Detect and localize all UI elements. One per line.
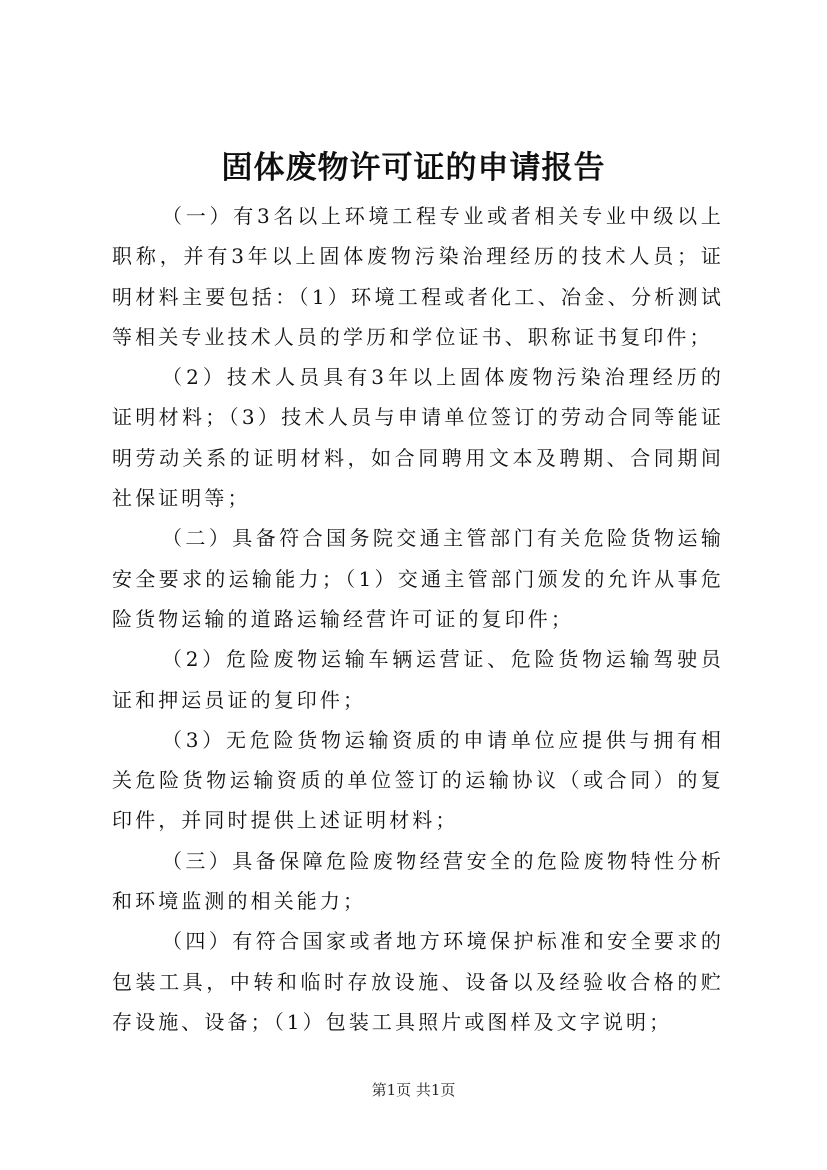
paragraph-5: （3）无危险货物运输资质的申请单位应提供与拥有相关危险货物运输资质的单位签订的运输协议（或合同）的复印件，并同时提供上述证明材料；	[112, 727, 724, 833]
paragraph-3: （二）具备符合国务院交通主管部门有关危险货物运输安全要求的运输能力；（1）交通主管部门颁发的允许从事危险货物运输的道路运输经营许可证的复印件；	[112, 526, 724, 631]
paragraph-2: （2）技术人员具有3年以上固体废物污染治理经历的证明材料；（3）技术人员与申请单位签订的劳动合同等能证明劳动关系的证明材料，如合同聘用文本及聘期、合同期间社保证明等；	[112, 365, 724, 511]
page-footer: 第1页 共1页	[371, 1081, 456, 1099]
paragraph-4: （2）危险废物运输车辆运营证、危险货物运输驾驶员证和押运员证的复印件；	[112, 647, 724, 712]
document-body	[112, 196, 724, 1042]
paragraph-6: （三）具备保障危险废物经营安全的危险废物特性分析和环境监测的相关能力；	[112, 848, 724, 914]
paragraph-1: （一）有3名以上环境工程专业或者相关专业中级以上职称，并有3年以上固体废物污染治理经历的技术人员；证明材料主要包括：（1）环境工程或者化工、冶金、分析测试等相关专业技术人员的学历和学位证书、职称证书复印件；	[112, 204, 724, 349]
document-title: 固体废物许可证的申请报告	[221, 150, 606, 186]
paragraph-7: （四）有符合国家或者地方环境保护标准和安全要求的包装工具，中转和临时存放设施、设备以及经验收合格的贮存设施、设备；（1）包装工具照片或图样及文字说明；	[112, 929, 724, 1034]
